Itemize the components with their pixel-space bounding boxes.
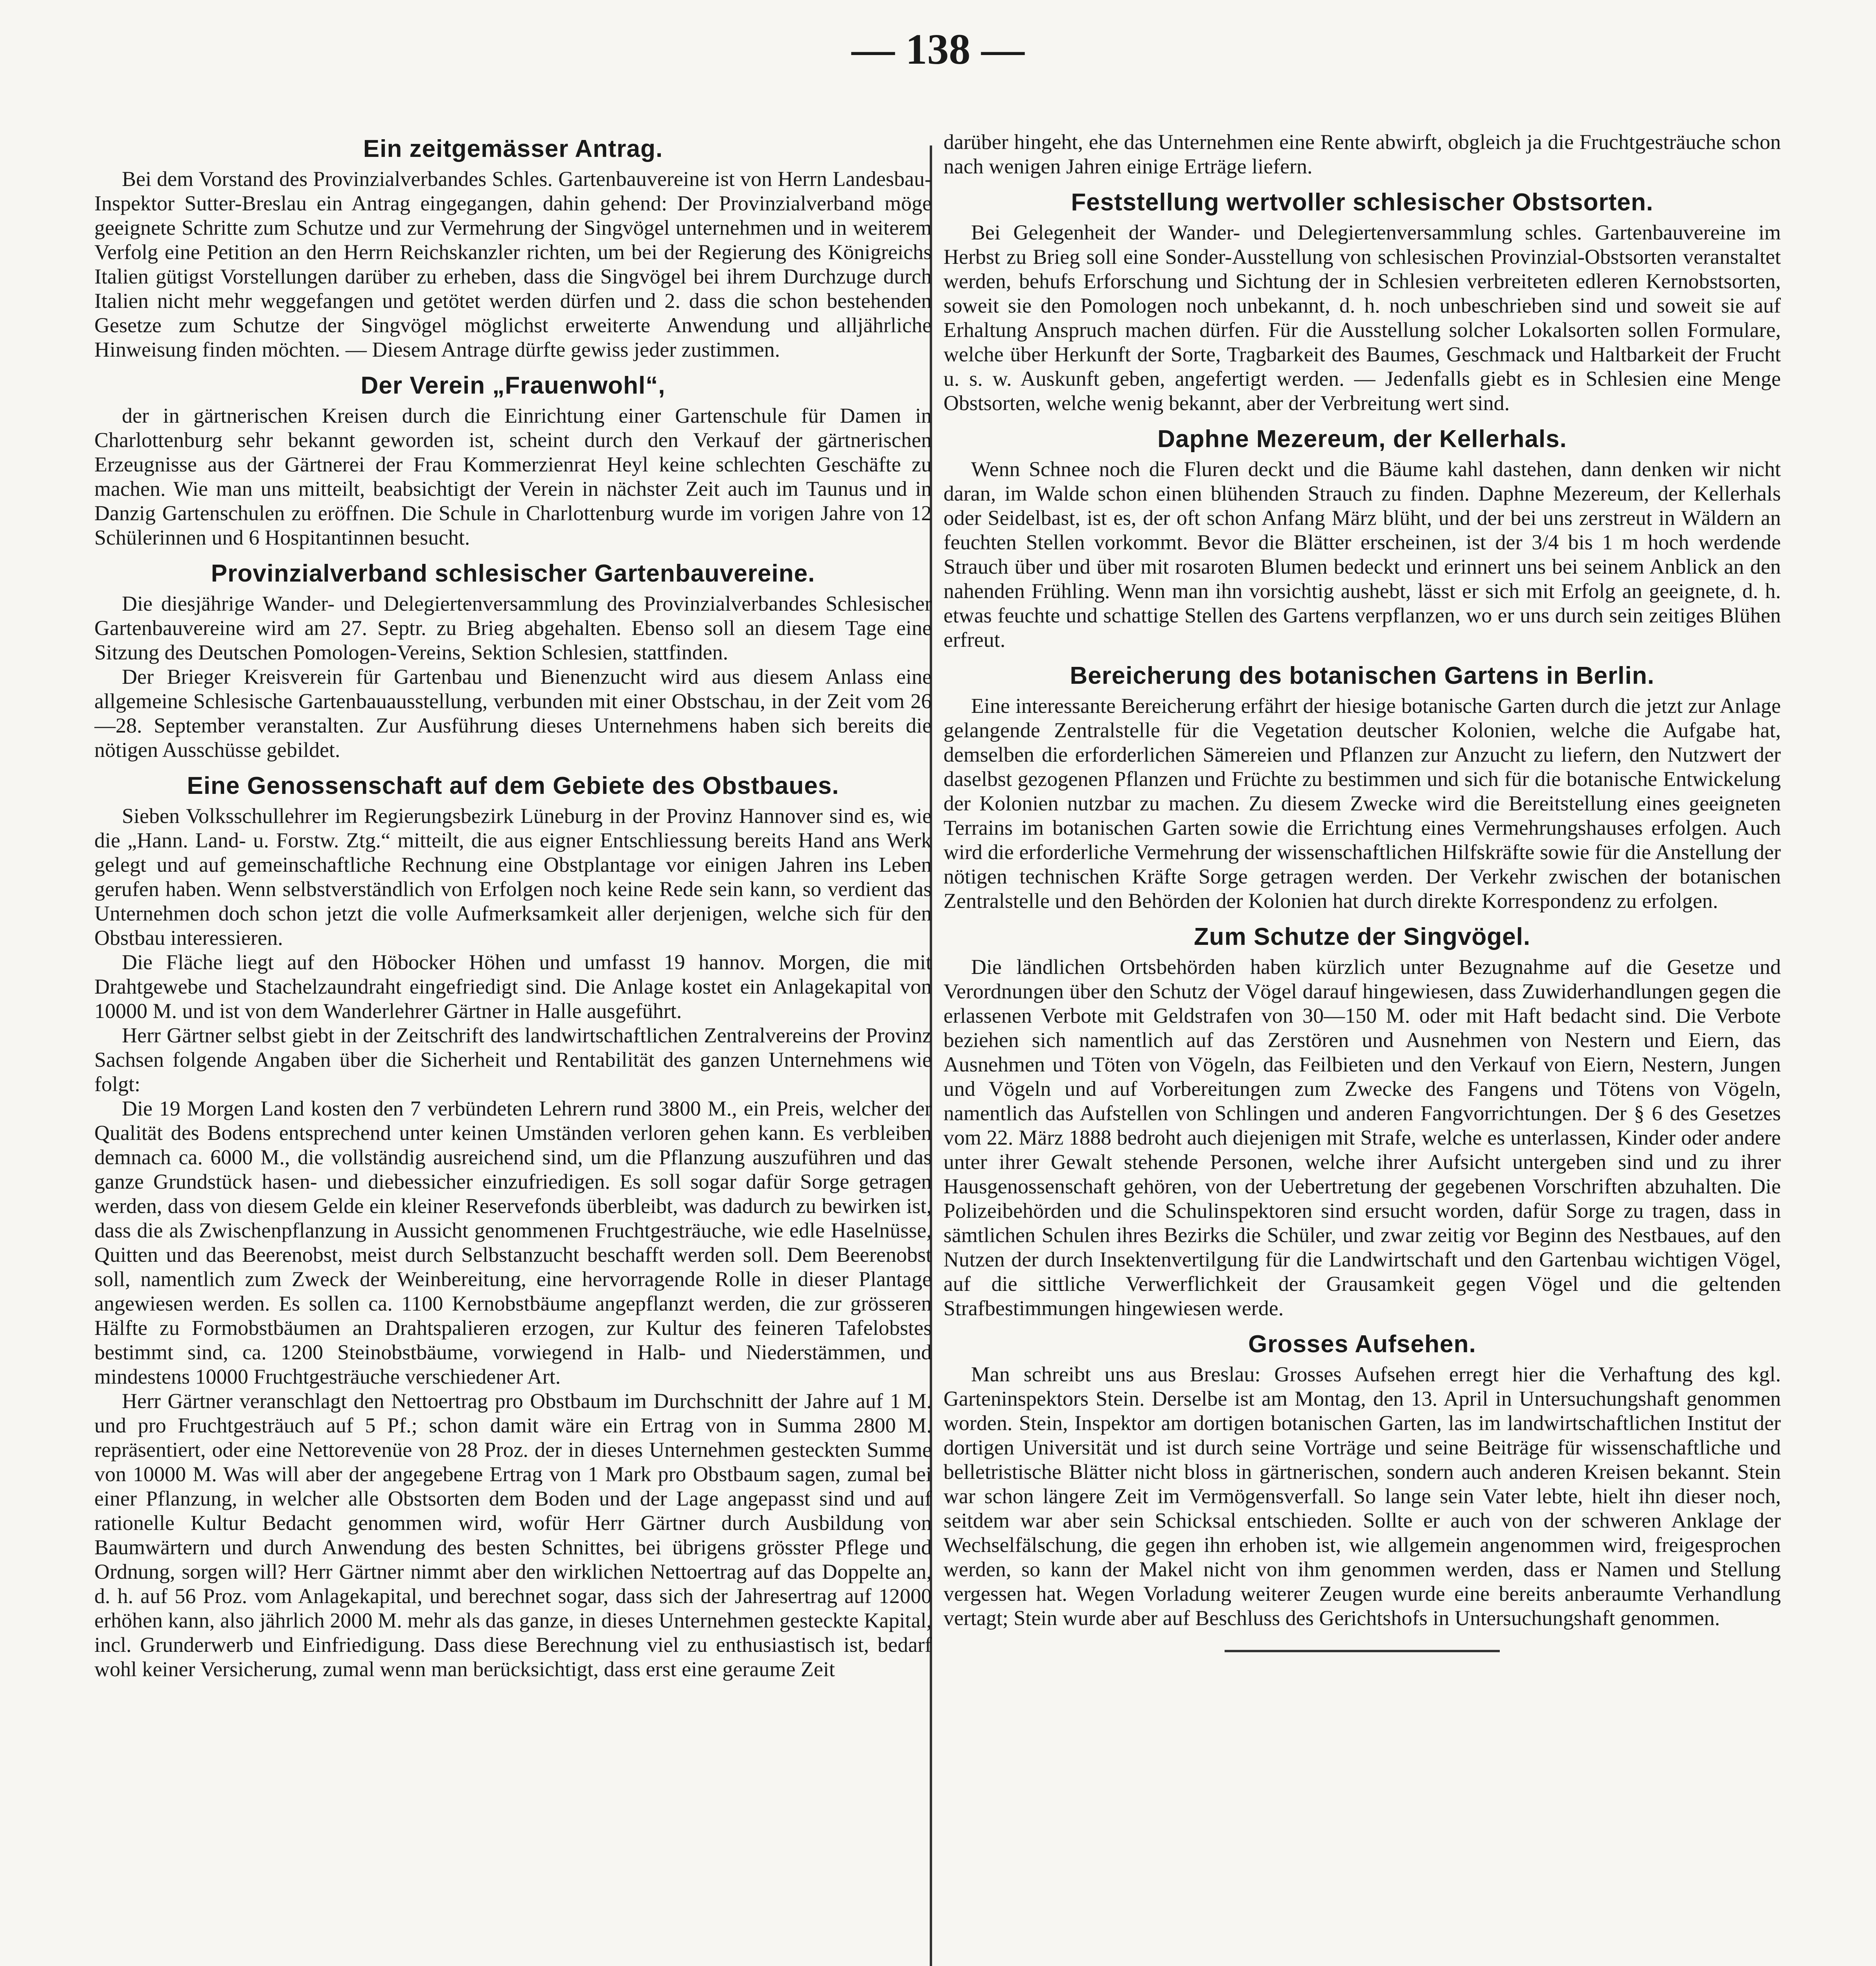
article-paragraph: Sieben Volksschullehrer im Regierungsbezirk Lüneburg in der Provinz Hannover sind es, wie die „Hann. Land- u. Forstw. Ztg.“ mitteilt, die aus eigner Entschliessung bereits Hand ans Werk gelegt und auf gemeinschaftliche Rechnung eine Obstplantage vor einigen Jahren ins Leben gerufen haben. Wenn selbstverständlich von Erfolgen noch keine Rede sein kann, so verdient das Unternehmen doch schon jetzt die volle Aufmerksamkeit aller derjenigen, welche sich für den Obstbau interessieren. — [94, 804, 932, 950]
article-heading: Grosses Aufsehen. — [1248, 1331, 1476, 1358]
article — [94, 558, 932, 762]
article-paragraph: Man schreibt uns aus Breslau: Grosses Aufsehen erregt hier die Verhaftung des kgl. Garteninspektors Stein. Derselbe ist am Montag, den 13. April in Untersuchungshaft genommen worden. Stein, Inspektor am dortigen botanischen Garten, las im landwirtschaftlichen Institut der dortigen Universität und ist durch seine Vorträge und seine Beiträge für wissenschaftliche und belletristische Blätter nicht bloss in gärtnerischen, sondern auch anderen Kreisen bekannt. Stein war schon längere Zeit im Vermögensverfall. So lange sein Vater lebte, hielt ihn dieser noch, seitdem war aber sein Schicksal entschieden. Sollte er auch von der schweren Anklage der Wechselfälschung, die gegen ihn erhoben ist, wie allgemein angenommen wird, freigesprochen werden, so kann der Makel nicht von ihm genommen werden, dass er Namen und Stellung vergessen hat. Wegen Vorladung weiterer Zeugen wurde eine bereits anberaumte Verhandlung vertagt; Stein wurde aber auf Beschluss des Gerichtshofs in Untersuchungshaft genommen. — [944, 1362, 1781, 1630]
article — [944, 1329, 1781, 1630]
article-paragraph: Bei dem Vorstand des Provinzialverbandes Schles. Gartenbauvereine ist von Herrn Landesbau-Inspektor Sutter-Breslau ein Antrag eingegangen, dahin gehend: Der Provinzialverband möge geeignete Schritte zum Schutze und zur Vermehrung der Singvögel unternehmen und in weiterem Verfolg eine Petition an den Herrn Reichskanzler richten, um bei der Regierung des Königreichs Italien gütigst Vorstellungen darüber zu erheben, dass die Singvögel bei ihrem Durchzuge durch Italien nicht mehr weggefangen und getötet werden dürfen und 2. dass die schon bestehenden Gesetze zum Schutze der Singvögel möglichst erweiterte Anwendung und alljährliche Hinweisung finden möchten. — Diesem Antrage dürfte gewiss jeder zustimmen. — [94, 167, 932, 361]
page-number: — 138 — — [852, 25, 1024, 73]
article-paragraph: Die 19 Morgen Land kosten den 7 verbündeten Lehrern rund 3800 M., ein Preis, welcher der Qualität des Bodens entsprechend unter keinen Umständen verloren gehen kann. Es verbleiben demnach ca. 6000 M., die vollständig ausreichend sind, um die Pflanzung auszuführen und das ganze Grundstück hasen- und diebessicher einzufriedigen. Es soll sogar dafür Sorge getragen werden, dass von diesem Gelde ein kleiner Reservefonds überbleibt, was dadurch zu bewirken ist, dass die als Zwischenpflanzung in Aussicht genommenen Fruchtgesträuche, wie edle Haselnüsse, Quitten und das Beerenobst, meist durch Selbstanzucht beschafft werden soll. Dem Beerenobst soll, namentlich zum Zweck der Weinbereitung, eine hervorragende Rolle in dieser Plantage angewiesen werden. Es sollen ca. 1100 Kernobstbäume angepflanzt werden, die zur grösseren Hälfte zu Formobstbäumen an Drahtspalieren erzogen, zur Kultur des feineren Tafelobstes bestimmt sind, ca. 1200 Steinobstbäume, vorwiegend in Halb- und Niederstämmen, und mindestens 10000 Fruchtgesträuche verschiedener Art. — [94, 1097, 932, 1388]
article — [944, 130, 1781, 179]
article-heading: Zum Schutze der Singvögel. — [1194, 923, 1531, 950]
article-paragraph: darüber hingeht, ehe das Unternehmen eine Rente abwirft, obgleich ja die Fruchtgesträuche schon nach wenigen Jahren einige Erträge liefern. — [944, 130, 1781, 178]
article — [944, 661, 1781, 913]
article-heading: Feststellung wertvoller schlesischer Obstsorten. — [1071, 189, 1653, 216]
article-heading: Eine Genossenschaft auf dem Gebiete des Obstbaues. — [187, 772, 839, 799]
article-paragraph: Herr Gärtner veranschlagt den Nettoertrag pro Obstbaum im Durchschnitt der Jahre auf 1 M. und pro Fruchtgesträuch auf 5 Pf.; schon damit wäre ein Ertrag von in Summa 2800 M. repräsentiert, oder eine Nettorevenüe von 28 Proz. der in dieses Unternehmen gesteckten Summe von 10000 M. Was will aber der angegebene Ertrag von 1 Mark pro Obstbaum sagen, zumal bei einer Pflanzung, in welcher alle Obstsorten dem Boden und der Lage angepasst sind und auf rationelle Kultur Bedacht genommen wird, wofür Herr Gärtner durch Ausbildung von Baumwärtern und durch Anwendung des besten Schnittes, bei übrigens grösster Pflege und Ordnung, sorgen will? Herr Gärtner nimmt aber den wirklichen Nettoertrag auf das Doppelte an, d. h. auf 56 Proz. vom Anlagekapital, und berechnet sogar, dass sich der Jahresertrag auf 12000 erhöhen kann, also jährlich 2000 M. mehr als das ganze, in dieses Unternehmen gesteckte Kapital, incl. Grunderwerb und Einfriedigung. Dass diese Berechnung viel zu enthusiastisch ist, bedarf wohl keiner Versicherung, zumal wenn man berücksichtigt, dass erst eine geraume Zeit — [94, 1389, 932, 1681]
article — [94, 771, 932, 1681]
article-paragraph: der in gärtnerischen Kreisen durch die Einrichtung einer Gartenschule für Damen in Charlottenburg sehr bekannt geworden ist, scheint durch den Verkauf der gärtnerischen Erzeugnisse aus der Gärtnerei der Frau Kommerzienrat Heyl keine schlechten Geschäfte zu machen. Wie man uns mitteilt, beabsichtigt der Verein in nächster Zeit auch im Taunus und in Danzig Gartenschulen zu eröffnen. Die Schule in Charlottenburg wurde im vorigen Jahre von 12 Schülerinnen und 6 Hospitantinnen besucht. — [94, 404, 932, 549]
article-paragraph: Bei Gelegenheit der Wander- und Delegiertenversammlung schles. Gartenbauvereine im Herbst zu Brieg soll eine Sonder-Ausstellung von schlesischen Provinzial-Obstsorten veranstaltet werden, behufs Erforschung und Sichtung der in Schlesien verbreiteten edleren Kernobstsorten, soweit sie den Pomologen noch unbekannt, d. h. noch unbeschrieben sind und soweit sie auf Erhaltung Anspruch machen dürfen. Für die Ausstellung solcher Lokalsorten sollen Formulare, welche über Herkunft der Sorte, Tragbarkeit des Baumes, Geschmack und Haltbarkeit der Frucht u. s. w. Auskunft geben, angefertigt werden. — Jedenfalls giebt es in Schlesien eine Menge Obstsorten, welche wenig bekannt, aber der Verbreitung wert sind. — [944, 221, 1781, 415]
article-paragraph: Die diesjährige Wander- und Delegiertenversammlung des Provinzialverbandes Schlesischer Gartenbauvereine wird am 27. Septr. zu Brieg abgehalten. Ebenso soll an diesem Tage eine Sitzung des Deutschen Pomologen-Vereins, Sektion Schlesien, stattfinden. — [94, 592, 932, 664]
article-heading: Ein zeitgemässer Antrag. — [363, 135, 663, 162]
article — [944, 922, 1781, 1320]
article-heading: Bereicherung des botanischen Gartens in Berlin. — [1070, 662, 1655, 689]
article-heading: Der Verein „Frauenwohl“, — [360, 372, 666, 399]
article — [94, 134, 932, 362]
article-paragraph: Die Fläche liegt auf den Höbocker Höhen und umfasst 19 hannov. Morgen, die mit Drahtgewebe und Stachelzaundraht eingefriedigt sind. Die Anlage kostet ein Anlagekapital von 10000 M. und ist von dem Wanderlehrer Gärtner in Halle ausgeführt. — [94, 950, 932, 1023]
article — [944, 187, 1781, 415]
article-paragraph: Herr Gärtner selbst giebt in der Zeitschrift des landwirtschaftlichen Zentralvereins der Provinz Sachsen folgende Angaben über die Sicherheit und Rentabilität des ganzen Unternehmens wie folgt: — [94, 1023, 932, 1096]
article-heading: Daphne Mezereum, der Kellerhals. — [1157, 425, 1567, 453]
end-rule — [1225, 1650, 1500, 1652]
article-paragraph: Die ländlichen Ortsbehörden haben kürzlich unter Bezugnahme auf die Gesetze und Verordnungen über den Schutz der Vögel darauf hingewiesen, dass Zuwiderhandlungen gegen die erlassenen Verbote mit Geldstrafen von 30—150 M. oder mit Haft bedacht sind. Die Verbote beziehen sich namentlich auf das Zerstören und Ausnehmen von Nestern und Eiern, das Ausnehmen und Töten von Vögeln, das Feilbieten und den Verkauf von Eiern, Nestern, Jungen und Vögeln und auf Vorbereitungen zum Zwecke des Fangens und Tötens von Vögeln, namentlich das Aufstellen von Schlingen und anderen Fangvorrichtungen. Der § 6 des Gesetzes vom 22. März 1888 bedroht auch diejenigen mit Strafe, welche es unterlassen, Kinder oder andere unter ihrer Gewalt stehende Personen, welche ihrer Aufsicht untergeben sind und zu ihrer Hausgenossenschaft gehören, von der Uebertretung der gegebenen Vorschriften abzuhalten. Die Polizeibehörden und die Schulinspektoren sind ersucht worden, dafür Sorge zu tragen, dass in sämtlichen Schulen ihres Bezirks die Schüler, und zwar zeitig vor Beginn des Nestbaues, auf den Nutzen der durch Insektenvertilgung für die Landwirtschaft und den Gartenbau wichtigen Vögel, auf die sittliche Verwerflichkeit der Grausamkeit gegen Vögel und die geltenden Strafbestimmungen hingewiesen werde. — [944, 955, 1781, 1320]
article — [944, 424, 1781, 652]
article-paragraph: Wenn Schnee noch die Fluren deckt und die Bäume kahl dastehen, dann denken wir nicht daran, im Walde schon einen blühenden Strauch zu finden. Daphne Mezereum, der Kellerhals oder Seidelbast, ist es, der oft schon Anfang März blüht, und der bei uns zerstreut in Wäldern an feuchten Stellen vorkommt. Bevor die Blätter erscheinen, ist der 3/4 bis 1 m hoch werdende Strauch über und über mit rosaroten Blumen bedeckt und erinnert uns bei seinem Anblick an den nahenden Frühling. Wenn man ihn vorsichtig aushebt, lässt er sich mit Erfolg an geeignete, d. h. etwas feuchte und schattige Stellen des Gartens verpflanzen, wo er uns durch sein zeitiges Blühen erfreut. — [944, 457, 1781, 652]
article — [94, 370, 932, 550]
right-column — [944, 130, 1781, 1966]
left-column — [94, 130, 932, 1966]
article-paragraph: Eine interessante Bereicherung erfährt der hiesige botanische Garten durch die jetzt zur Anlage gelangende Zentralstelle für die Vegetation deutscher Kolonien, welche die Aufgabe hat, demselben die erforderlichen Sämereien und Pflanzen zur Anzucht zu liefern, den Nutzwert der daselbst gezogenen Pflanzen und Früchte zu bestimmen und sich für die botanische Entwickelung der Kolonien nutzbar zu machen. Zu diesem Zwecke wird die Bereitstellung eines geeigneten Terrains im botanischen Garten sowie die Errichtung eines Vermehrungshauses erfolgen. Auch wird die erforderliche Vermehrung der wissenschaftlichen Hilfskräfte sowie für die Anstellung der nötigen technischen Kräfte Sorge getragen werden. Der Verkehr zwischen der botanischen Zentralstelle und den Behörden der Kolonien hat durch direkte Korrespondenz zu erfolgen. — [944, 694, 1781, 913]
article-paragraph: Der Brieger Kreisverein für Gartenbau und Bienenzucht wird aus diesem Anlass eine allgemeine Schlesische Gartenbauausstellung, verbunden mit einer Obstschau, in der Zeit vom 26—28. September veranstalten. Zur Ausführung dieses Unternehmens haben sich bereits die nötigen Ausschüsse gebildet. — [94, 665, 932, 762]
article-heading: Provinzialverband schlesischer Gartenbauvereine. — [211, 560, 815, 587]
